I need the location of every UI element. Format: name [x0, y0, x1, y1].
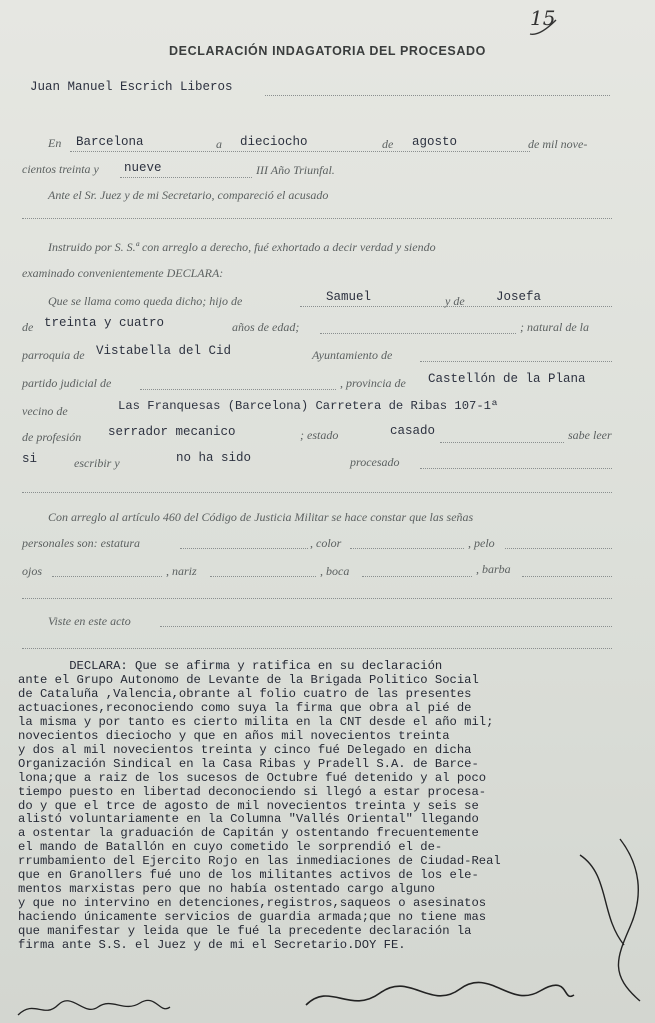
day-value: dieciocho — [240, 135, 308, 149]
label-vecino: vecino de — [22, 404, 68, 418]
declaration-line: DECLARA: Que se afirma y ratifica en su declaración — [18, 659, 443, 673]
declaration-line: que en Granollers fué uno de los militantes activos de los ele- — [18, 868, 479, 883]
dotted-line — [350, 548, 464, 549]
declaration-line: rrumbamiento del Ejercito Rojo en las inmediaciones de Ciudad-Real — [18, 854, 501, 869]
declaration-line: y que no intervino en detenciones,registros,saqueos o asesinatos — [18, 896, 487, 911]
address-value: Las Franquesas (Barcelona) Carretera de Ribas 107-1ª — [118, 399, 499, 413]
label-color: , color — [310, 536, 342, 550]
label-en: En — [48, 136, 62, 150]
document-title: DECLARACIÓN INDAGATORIA DEL PROCESADO — [169, 44, 486, 58]
label-ayuntamiento: Ayuntamiento de — [312, 348, 393, 362]
declaration-line: alistó voluntariamente en la Columna "Vallés Oriental" llegando — [18, 812, 479, 827]
marital-value: casado — [390, 424, 436, 438]
declaration-line: do y que el trce de agosto de mil novecientos treinta y seis se — [18, 798, 479, 813]
label-instruido-1: Instruido por S. S.ª con arreglo a derecho, fué exhortado a decir verdad y siendo — [48, 240, 436, 254]
declaration-line: el mando de Batallón en cuyo cometido le sorprendió el de- — [18, 840, 443, 855]
declaration-line: mentos marxistas pero que no había ostentado cargo alguno — [18, 882, 435, 897]
birthplace-value: Vistabella del Cid — [96, 344, 232, 358]
city-value: Barcelona — [76, 135, 144, 149]
label-partido: partido judicial de — [22, 376, 112, 390]
label-ano-triunfal: III Año Triunfal. — [256, 163, 335, 177]
dotted-line — [320, 333, 516, 334]
dotted-line — [52, 576, 162, 577]
label-boca: , boca — [320, 564, 350, 578]
dotted-line — [22, 598, 612, 599]
label-procesado: procesado — [350, 455, 400, 469]
declaration-line: actuaciones,reconociendo como suya la firma que obra al pié de — [18, 700, 472, 715]
dotted-line — [362, 576, 472, 577]
label-provincia: , provincia de — [340, 376, 406, 390]
judge-signature — [14, 995, 174, 1023]
declaration-line: y dos al mil novecientos treinta y cinco fué Delegado en dicha — [18, 742, 472, 757]
dotted-line — [265, 95, 610, 96]
label-de-mil: de mil nove- — [528, 137, 588, 151]
dotted-line — [22, 218, 612, 219]
label-sabe-leer: sabe leer — [568, 428, 612, 442]
declaration-line: Organización Sindical en la Casa Ribas y Pradell S.A. de Barce- — [18, 756, 479, 771]
declaration-line: ante el Grupo Autonomo de Levante de la Brigada Politico Social — [18, 672, 479, 687]
label-ante: Ante el Sr. Juez y de mi Secretario, compareció el acusado — [48, 188, 329, 202]
dotted-line — [210, 576, 316, 577]
procesado-value: no ha sido — [176, 451, 252, 465]
label-a: a — [216, 137, 222, 151]
label-escribir: escribir y — [74, 456, 120, 470]
declaration-line: tiempo puesto en libertad deconociendo si llegó a estar procesa- — [18, 784, 487, 799]
dotted-line — [300, 306, 612, 307]
declaration-line: firma ante S.S. el Juez y de mi el Secretario.DOY FE. — [18, 938, 406, 953]
dotted-line — [70, 151, 530, 152]
dotted-line — [160, 626, 612, 627]
declaration-text — [18, 660, 628, 953]
label-anos: años de edad; — [232, 320, 300, 334]
label-cientos-treinta: cientos treinta y — [22, 162, 99, 176]
accused-name: Juan Manuel Escrich Liberos — [30, 80, 233, 94]
accused-signature — [300, 975, 580, 1019]
dotted-line — [22, 492, 612, 493]
secretary-signature — [540, 835, 650, 1005]
declaration-line: novecientos dieciocho y que en años mil novecientos treinta — [18, 728, 450, 743]
label-nariz: , nariz — [166, 564, 197, 578]
sabe-leer-value: si — [22, 452, 38, 466]
province-value: Castellón de la Plana — [428, 372, 586, 386]
label-natural: ; natural de la — [520, 320, 589, 334]
month-value: agosto — [412, 135, 458, 149]
declaration-line: la misma y por tanto es cierto milita en la CNT desde el año mil; — [18, 714, 494, 729]
label-estatura: personales son: estatura — [22, 536, 140, 550]
label-instruido-2: examinado convenientemente DECLARA: — [22, 266, 224, 280]
year-value: nueve — [124, 161, 162, 175]
declaration-line: a ostentar la graduación de Capitán y ostentando frecuentemente — [18, 826, 479, 841]
label-de: de — [382, 137, 394, 151]
dotted-line — [120, 177, 252, 178]
dotted-line — [22, 648, 612, 649]
dotted-line — [180, 548, 308, 549]
label-barba: , barba — [476, 562, 511, 576]
label-pelo: , pelo — [468, 536, 495, 550]
declaration-line: de Cataluña ,Valencia,obrante al folio cuatro de las presentes — [18, 686, 472, 701]
label-estado: ; estado — [300, 428, 339, 442]
label-hijo-de: Que se llama como queda dicho; hijo de — [48, 294, 243, 308]
declaration-line: lona;que a raiz de los sucesos de Octubre fué detenido y al poco — [18, 770, 487, 785]
page-number-mark — [528, 6, 558, 40]
mother-value: Josefa — [496, 290, 542, 304]
age-value: treinta y cuatro — [44, 316, 165, 330]
dotted-line — [505, 548, 612, 549]
label-parroquia: parroquia de — [22, 348, 85, 362]
page-number: 15 — [530, 6, 556, 30]
declaration-line: haciendo únicamente servicios de guardia armada;que no tiene mas — [18, 910, 487, 925]
profession-value: serrador mecanico — [108, 425, 236, 439]
dotted-line — [420, 468, 612, 469]
label-ojos: ojos — [22, 564, 43, 578]
dotted-line — [140, 389, 336, 390]
declaration-line: que manifestar y leida que le fué la precedente declaración la — [18, 924, 472, 939]
label-de-age: de — [22, 320, 34, 334]
dotted-line — [440, 442, 564, 443]
label-y-de: y de — [445, 294, 465, 308]
father-value: Samuel — [326, 290, 372, 304]
label-senas-1: Con arreglo al artículo 460 del Código de Justicia Militar se hace constar que las señas — [48, 510, 474, 524]
label-profesion: de profesión — [22, 430, 82, 444]
dotted-line — [522, 576, 612, 577]
dotted-line — [420, 361, 612, 362]
label-viste: Viste en este acto — [48, 614, 131, 628]
